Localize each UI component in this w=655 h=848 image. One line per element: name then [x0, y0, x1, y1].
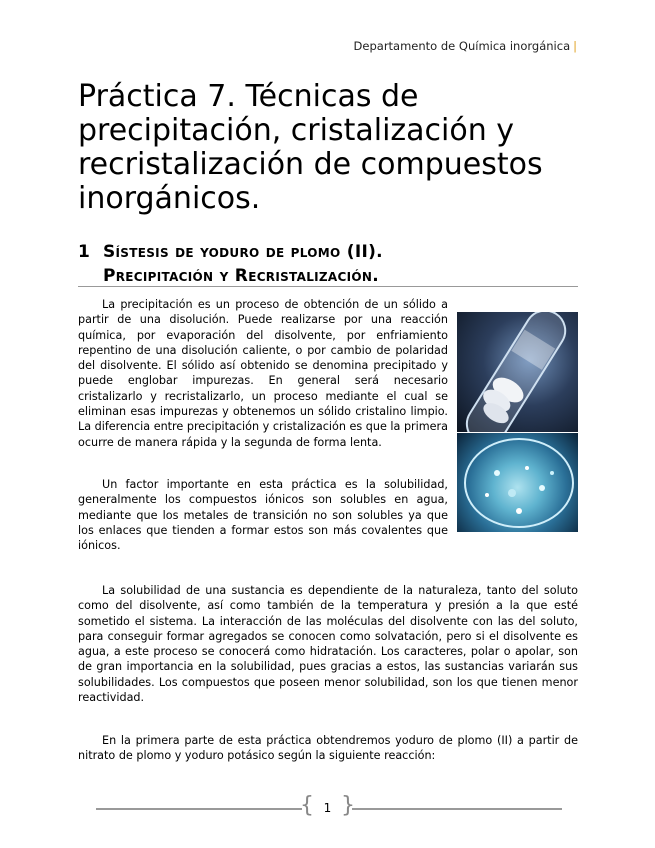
section-heading — [78, 240, 578, 288]
paragraph-3: La solubilidad de una sustancia es dependiente de la naturaleza, tanto del soluto como del disolvente, así como también de la temperatura y presión a la que esté sometido el sistema. La interacción de las moléculas del disolvente con las del soluto, para conseguir formar agregados se conocen como solvatación, pero si el disolvente es agua, a este proceso se conocerá como hidratación. Los caracteres, polar o apolar, son de gran importancia en la solubilidad, pues gracias a estos, las sustancias variarán sus solubilidades. Los compuestos que poseen menor solubilidad, son los que tienen menor reactividad. — [78, 584, 578, 705]
right-bracket-ornament: } — [341, 793, 355, 818]
page-number-box — [300, 793, 355, 820]
crystals-image — [457, 433, 578, 532]
department-name: Departamento de Química inorgánica — [353, 39, 571, 53]
page-number: 1 — [323, 801, 332, 815]
paragraph-1: La precipitación es un proceso de obtención de un sólido a partir de una disolución. Puede realizarse por una reacción química, por evaporación del disolvente, por enfriamiento repentino de una disolución caliente, o por cambio de polaridad del disolvente. El sólido así obtenido se denomina precipitado y puede englobar impurezas. En general será necesario cristalizarlo y recristalizarlo, un proceso mediante el cual se eliminan esas impurezas y obtenemos un sólido cristalino limpio. La diferencia entre precipitación y cristalización es que la primera ocurre de manera rápida y la segunda de forma lenta. — [78, 298, 448, 449]
test-tube-precipitate-photo — [457, 312, 578, 432]
footer-rule-left — [96, 808, 302, 810]
section-number: 1 — [78, 242, 90, 262]
test-tube-image — [457, 312, 578, 432]
section-title-line2: Precipitación y Recristalización. — [103, 266, 379, 286]
left-bracket-ornament: { — [300, 793, 314, 818]
section-title-line1: Sístesis de yoduro de plomo (II). — [103, 242, 383, 262]
crystals-dish-photo — [457, 433, 578, 532]
footer-rule-right — [352, 808, 562, 810]
paragraph-2: Un factor importante en esta práctica es la solubilidad, generalmente los compuestos iónicos son solubles en agua, mediante que los metales de transición no son solubles ya que los enlaces que tienden a formar estos son más covalentes que iónicos. — [78, 478, 448, 553]
page-header — [354, 39, 577, 53]
paragraph-4: En la primera parte de esta práctica obtendremos yoduro de plomo (II) a partir de nitrato de plomo y yoduro potásico según la siguiente reacción: — [78, 734, 578, 763]
section-divider — [78, 286, 578, 287]
page-title: Práctica 7. Técnicas de precipitación, cristalización y recristalización de compuestos inorgánicos. — [78, 79, 543, 216]
header-separator: | — [573, 39, 577, 53]
